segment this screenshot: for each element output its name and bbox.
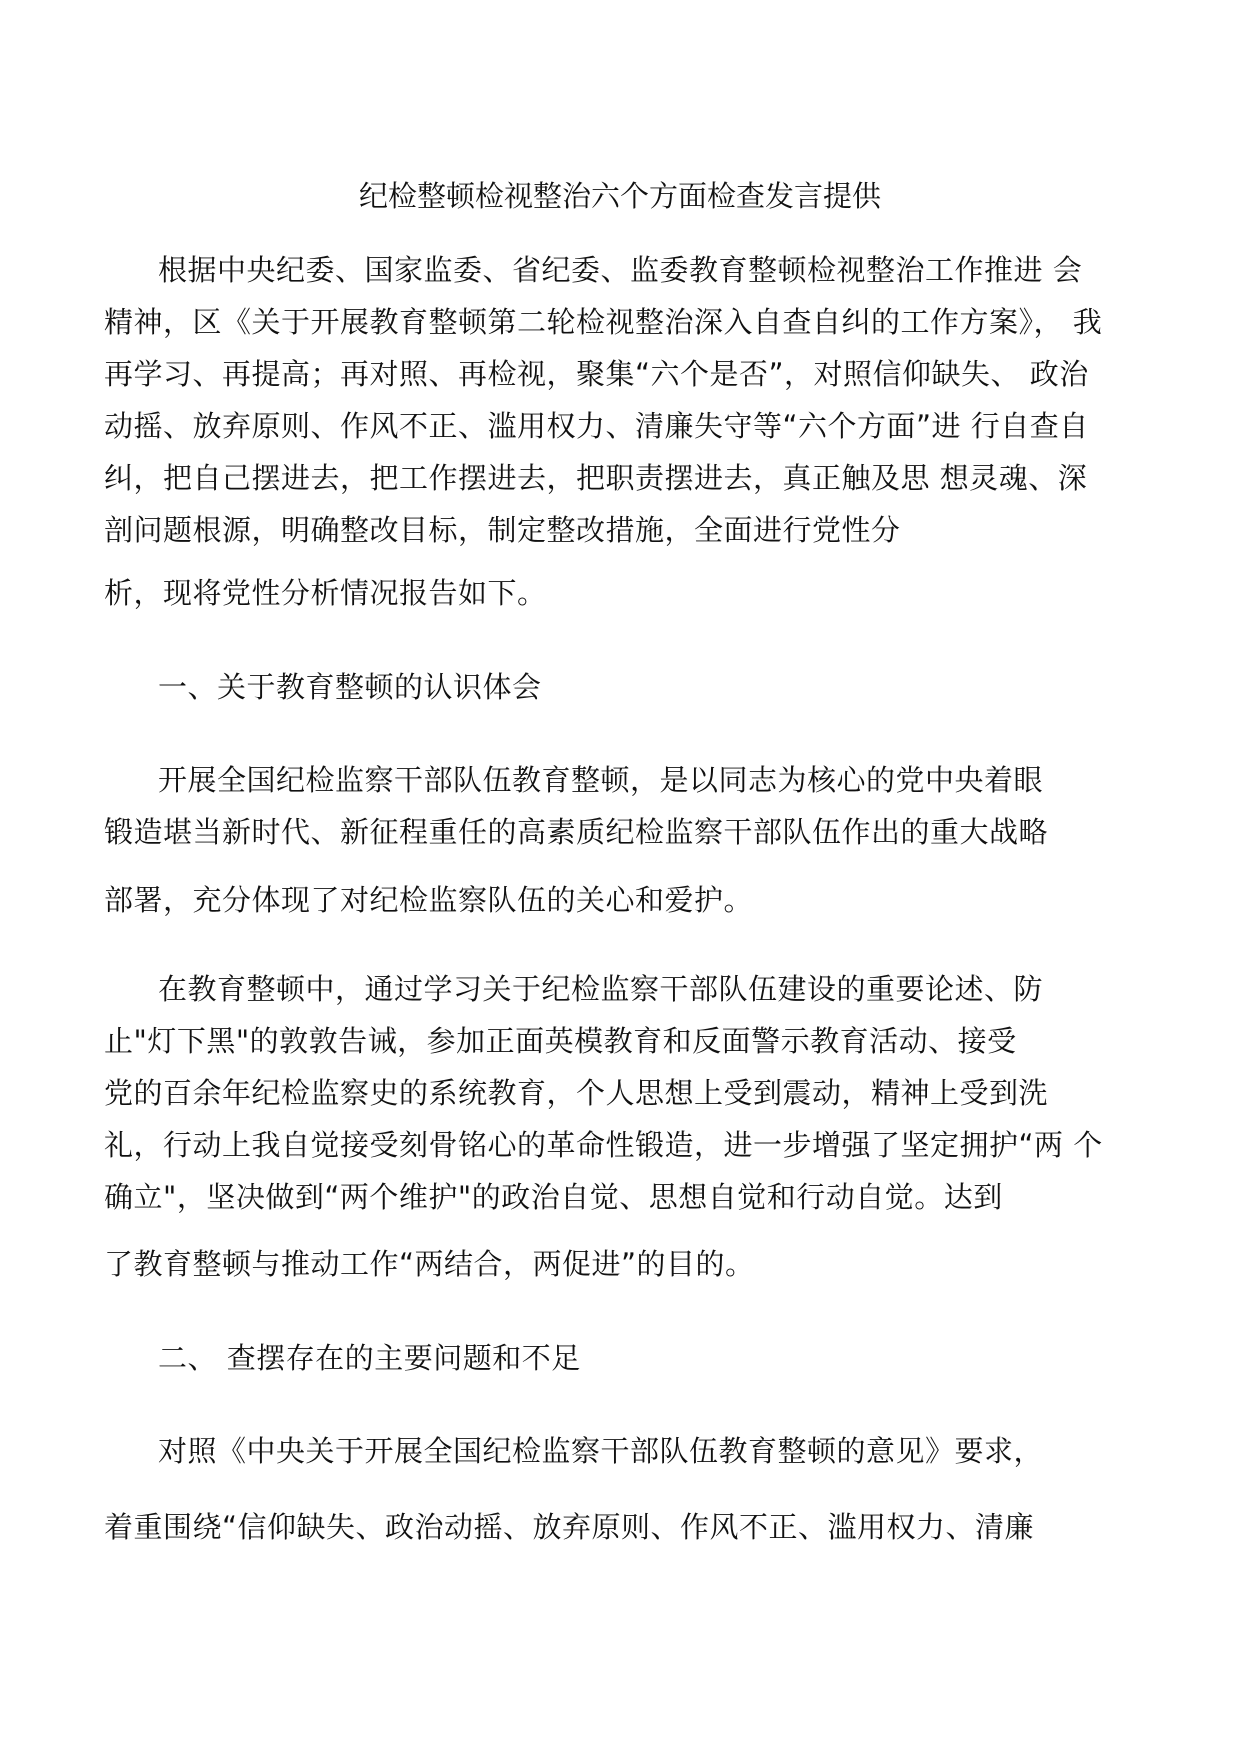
paragraph-line: 确立"，坚决做到“两个维护"的政治自觉、思想自觉和行动自觉。达到 bbox=[104, 1180, 1003, 1214]
section-heading: 一、关于教育整顿的认识体会 bbox=[158, 670, 542, 704]
paragraph-line: 止"灯下黑"的敦敦告诫，参加正面英模教育和反面警示教育活动、接受 bbox=[104, 1024, 1017, 1058]
paragraph-line: 动摇、放弃原则、作风不正、滥用权力、清廉失守等“六个方面”进 行自查自 bbox=[104, 409, 1089, 443]
paragraph-line: 了教育整顿与推动工作“两结合，两促进”的目的。 bbox=[104, 1247, 755, 1281]
paragraph-line: 剖问题根源，明确整改目标，制定整改措施，全面进行党性分 bbox=[104, 513, 901, 547]
paragraph-line: 着重围绕“信仰缺失、政治动摇、放弃原则、作风不正、滥用权力、清廉 bbox=[104, 1510, 1035, 1544]
paragraph-line: 党的百余年纪检监察史的系统教育，个人思想上受到震动，精神上受到洗 bbox=[104, 1076, 1049, 1110]
paragraph-line: 析，现将党性分析情况报告如下。 bbox=[104, 576, 547, 610]
paragraph-line: 开展全国纪检监察干部队伍教育整顿，是以同志为核心的党中央着眼 bbox=[158, 763, 1044, 797]
paragraph-line: 精神，区《关于开展教育整顿第二轮检视整治深入自查自纠的工作方案》， 我 bbox=[104, 305, 1103, 339]
paragraph-line: 纠，把自己摆进去，把工作摆进去，把职责摆进去，真正触及思 想灵魂、深 bbox=[104, 461, 1088, 495]
paragraph-line: 在教育整顿中，通过学习关于纪检监察干部队伍建设的重要论述、防 bbox=[158, 972, 1044, 1006]
paragraph-line: 再学习、再提高；再对照、再检视，聚集“六个是否”，对照信仰缺失、 政治 bbox=[104, 357, 1089, 391]
paragraph-line: 锻造堪当新时代、新征程重任的高素质纪检监察干部队伍作出的重大战略 bbox=[104, 815, 1049, 849]
paragraph-line: 礼，行动上我自觉接受刻骨铭心的革命性锻造，进一步增强了坚定拥护“两 个 bbox=[104, 1128, 1103, 1162]
document-title: 纪检整顿检视整治六个方面检查发言提供 bbox=[358, 179, 881, 213]
paragraph-line: 部署，充分体现了对纪检监察队伍的关心和爱护。 bbox=[104, 883, 754, 917]
paragraph-line: 对照《中央关于开展全国纪检监察干部队伍教育整顿的意见》要求， bbox=[158, 1434, 1044, 1468]
paragraph-line: 根据中央纪委、国家监委、省纪委、监委教育整顿检视整治工作推进 会 bbox=[158, 253, 1083, 287]
section-heading: 二、 查摆存在的主要问题和不足 bbox=[158, 1341, 581, 1375]
